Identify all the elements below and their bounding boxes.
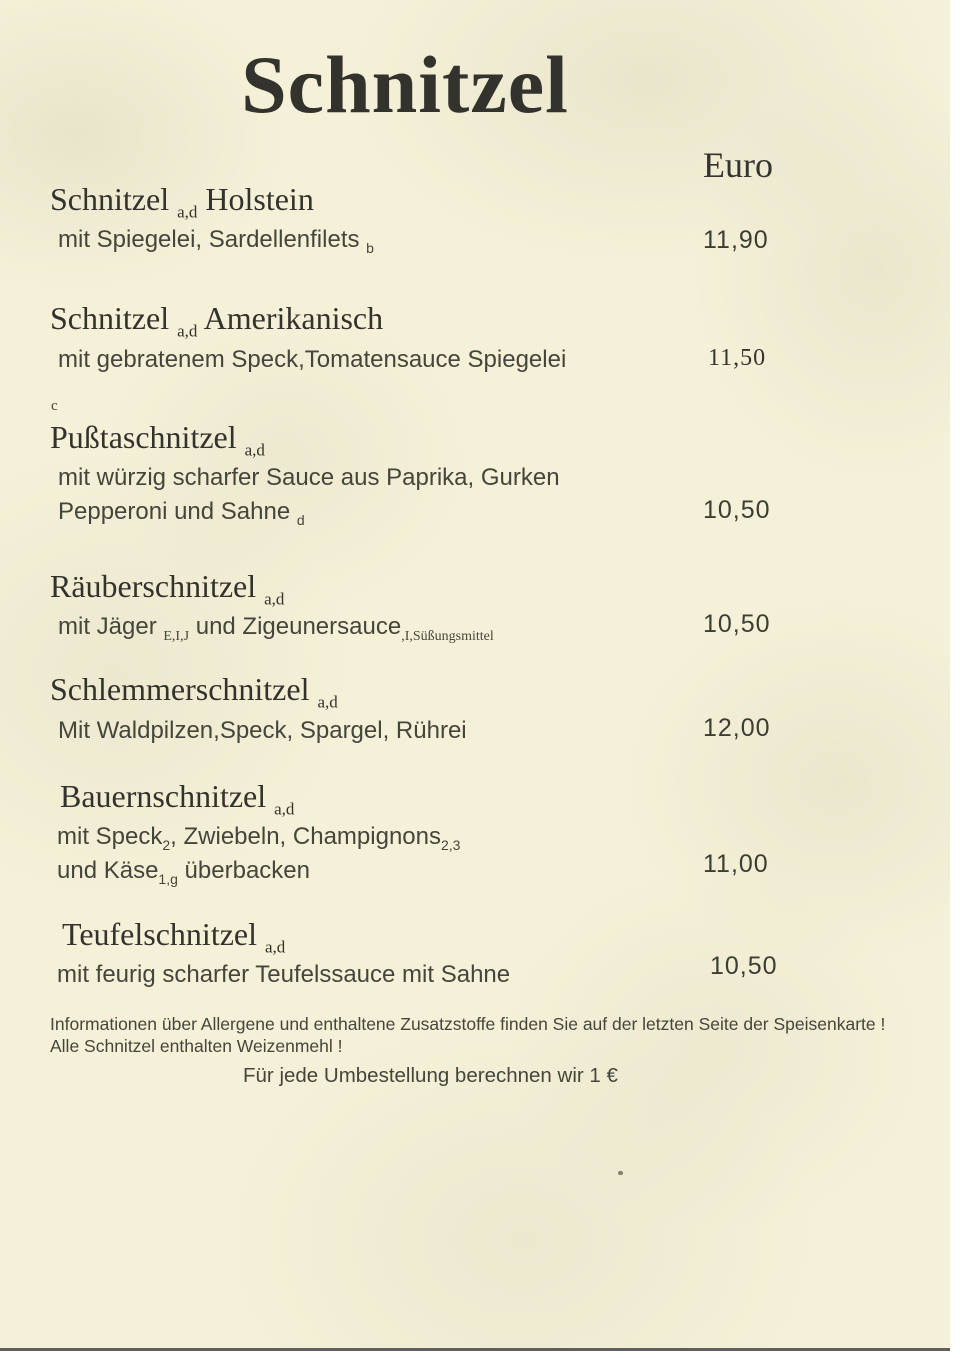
dish-name [50,181,374,222]
paper-speck [618,1171,623,1175]
dish-price: 11,90 [703,226,769,254]
menu-item [50,181,374,257]
dish-description [58,461,560,529]
dish-description [57,820,460,888]
desc-text: mit feurig scharfer Teufelssauce mit Sahne [57,961,511,988]
allergen-subscript: b [366,239,374,256]
dish-name [62,916,510,957]
desc-text: mit Spiegelei, Sardellenfilets [58,226,367,253]
allergen-subscript: E,I,J [163,628,190,644]
allergen-subscript: a,d [274,799,295,819]
desc-line [57,820,460,854]
desc-line [58,461,560,495]
dish-price: 10,50 [703,496,771,524]
allergen-subscript: a,d [264,589,285,609]
dish-name-text: Pußtaschnitzel [50,419,245,455]
dish-name [60,778,460,819]
allergen-subscript: a,d [265,937,286,957]
dish-price: 10,50 [703,610,771,638]
allergen-subscript: a,d [177,202,198,222]
desc-text: Pepperoni und Sahne [58,498,297,525]
dish-price: 11,50 [708,345,767,371]
desc-text: und Zigeunersauce [189,613,402,640]
allergen-subscript: a,d [177,321,198,341]
desc-text: mit Speck [57,823,163,850]
dish-name-text: Bauernschnitzel [60,778,275,814]
dish-name [50,300,566,341]
menu-item [50,419,560,529]
allergen-note: Informationen über Allergene und enthaltene Zusatzstoffe finden Sie auf der letzten Seite der Speisenkarte ! Alle Schnitzel enthalten Weizenmehl ! [50,1014,886,1056]
dish-name-suffix: Amerikanisch [197,300,384,336]
currency-header: Euro [703,145,773,185]
dish-name-text: Schnitzel [50,181,178,217]
desc-line [57,854,460,888]
desc-text: Mit Waldpilzen,Speck, Spargel, Rührei [58,717,467,744]
surcharge-note: Für jede Umbestellung berechnen wir 1 € [243,1064,618,1087]
menu-item [50,671,467,748]
dish-name-text: Schnitzel [50,300,178,336]
dish-name-text: Räuberschnitzel [50,568,265,604]
allergen-subscript: d [296,511,305,528]
desc-line [58,495,560,529]
scan-edge-line [0,1348,950,1351]
dish-name-text: Teufelschnitzel [62,916,265,952]
menu-title: Schnitzel [241,39,569,130]
allergen-subscript: 2 [162,836,171,853]
menu-item [50,300,566,377]
allergen-subscript: 2,3 [440,836,461,853]
menu-item [50,568,494,644]
dish-price: 10,50 [710,952,778,980]
allergen-subscript: ,I,Süßungsmittel [401,628,494,644]
allergen-subscript: a,d [244,440,265,460]
desc-text: , Zwiebeln, Champignons [170,823,441,850]
dish-price: 12,00 [703,714,771,742]
allergen-subscript: a,d [317,692,338,712]
dish-name [50,419,560,460]
dish-description [58,223,374,257]
dish-name-text: Schlemmerschnitzel [50,671,318,707]
footnote-mark: c [51,398,58,414]
dish-name [50,568,494,609]
dish-description [57,958,510,992]
desc-text: überbacken [177,857,310,884]
desc-text: und Käse [57,857,159,884]
desc-text: mit gebratenem Speck,Tomatensauce Spiegelei [58,346,567,373]
dish-description [58,610,494,644]
desc-text: mit würzig scharfer Sauce aus Paprika, Gurken [58,464,560,491]
desc-text: mit Jäger [58,613,164,640]
dish-name [50,671,467,712]
dish-price: 11,00 [703,850,769,878]
dish-name-suffix: Holstein [197,181,314,217]
allergen-subscript: 1,g [158,870,178,887]
menu-item [57,916,511,992]
menu-item [57,778,461,888]
dish-description [58,714,467,748]
dish-description [58,343,566,377]
